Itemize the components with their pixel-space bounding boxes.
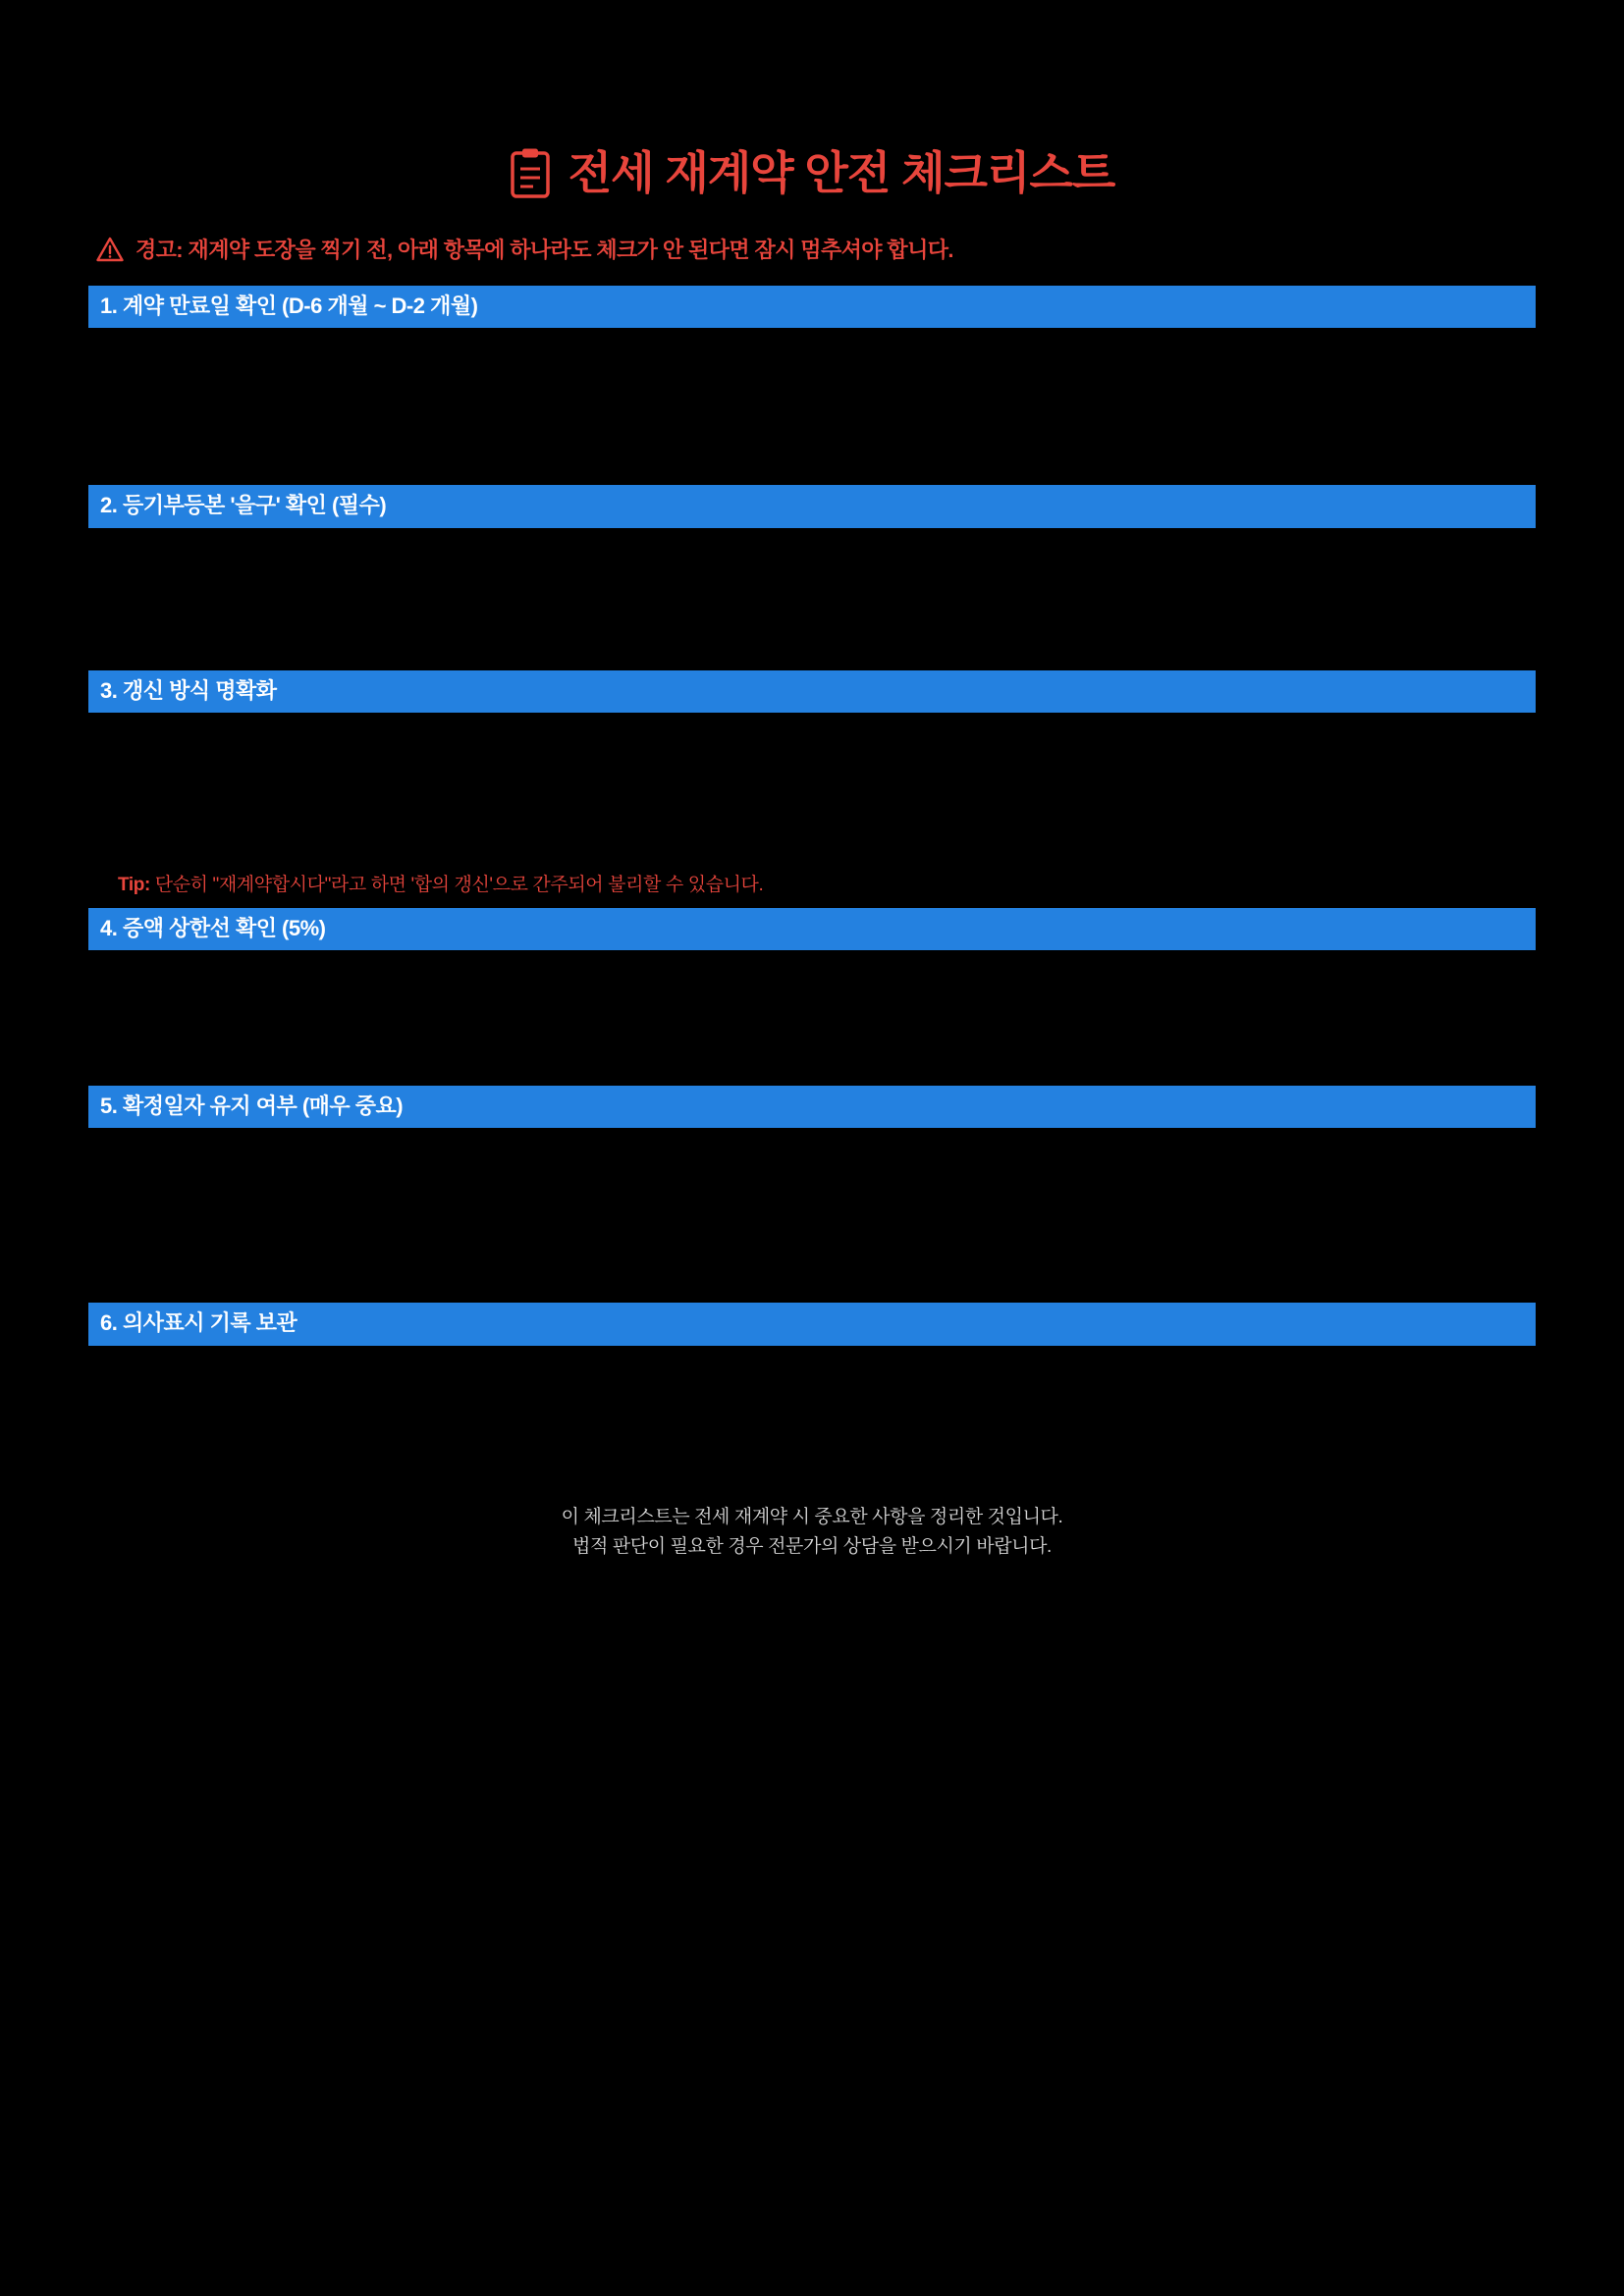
section-tip-3 — [118, 870, 1536, 896]
section-body-5 — [88, 1128, 1536, 1303]
section-body-2 — [88, 528, 1536, 670]
section-body-3 — [88, 713, 1536, 870]
clipboard-icon — [510, 147, 551, 198]
section-body-4 — [88, 950, 1536, 1086]
section-body-1 — [88, 328, 1536, 485]
footer-line-1: 이 체크리스트는 전세 재계약 시 중요한 사항을 정리한 것입니다. — [561, 1506, 1063, 1527]
section-heading-6: 6. 의사표시 기록 보관 — [88, 1303, 1536, 1345]
footer-line-2: 법적 판단이 필요한 경우 전문가의 상담을 받으시기 바랍니다. — [572, 1536, 1052, 1558]
section-heading-1: 1. 계약 만료일 확인 (D-6 개월 ~ D-2 개월) — [88, 286, 1536, 328]
checklist-section-3 — [88, 670, 1536, 896]
warning-banner — [96, 234, 1536, 264]
footer-note — [88, 1503, 1536, 1563]
checklist-section-1 — [88, 286, 1536, 485]
tip-text: 단순히 "재계약합시다"라고 하면 '합의 갱신'으로 간주되어 불리할 수 있습니다. — [154, 874, 764, 895]
checklist-section-2 — [88, 485, 1536, 669]
checklist-section-5 — [88, 1086, 1536, 1303]
section-heading-3: 3. 갱신 방식 명확화 — [88, 670, 1536, 713]
checklist-section-6 — [88, 1303, 1536, 1472]
section-heading-2: 2. 등기부등본 '을구' 확인 (필수) — [88, 485, 1536, 527]
page-title-text: 전세 재계약 안전 체크리스트 — [568, 146, 1115, 198]
section-heading-4: 4. 증액 상한선 확인 (5%) — [88, 908, 1536, 950]
section-body-6 — [88, 1346, 1536, 1473]
section-heading-5: 5. 확정일자 유지 여부 (매우 중요) — [88, 1086, 1536, 1128]
checklist-section-4 — [88, 908, 1536, 1086]
page-title — [88, 147, 1536, 198]
warning-triangle-icon — [96, 237, 124, 262]
warning-text: 경고: 재계약 도장을 찍기 전, 아래 항목에 하나라도 체크가 안 된다면 잠시 멈추셔야 합니다. — [135, 238, 953, 262]
tip-label: Tip: — [118, 874, 150, 895]
